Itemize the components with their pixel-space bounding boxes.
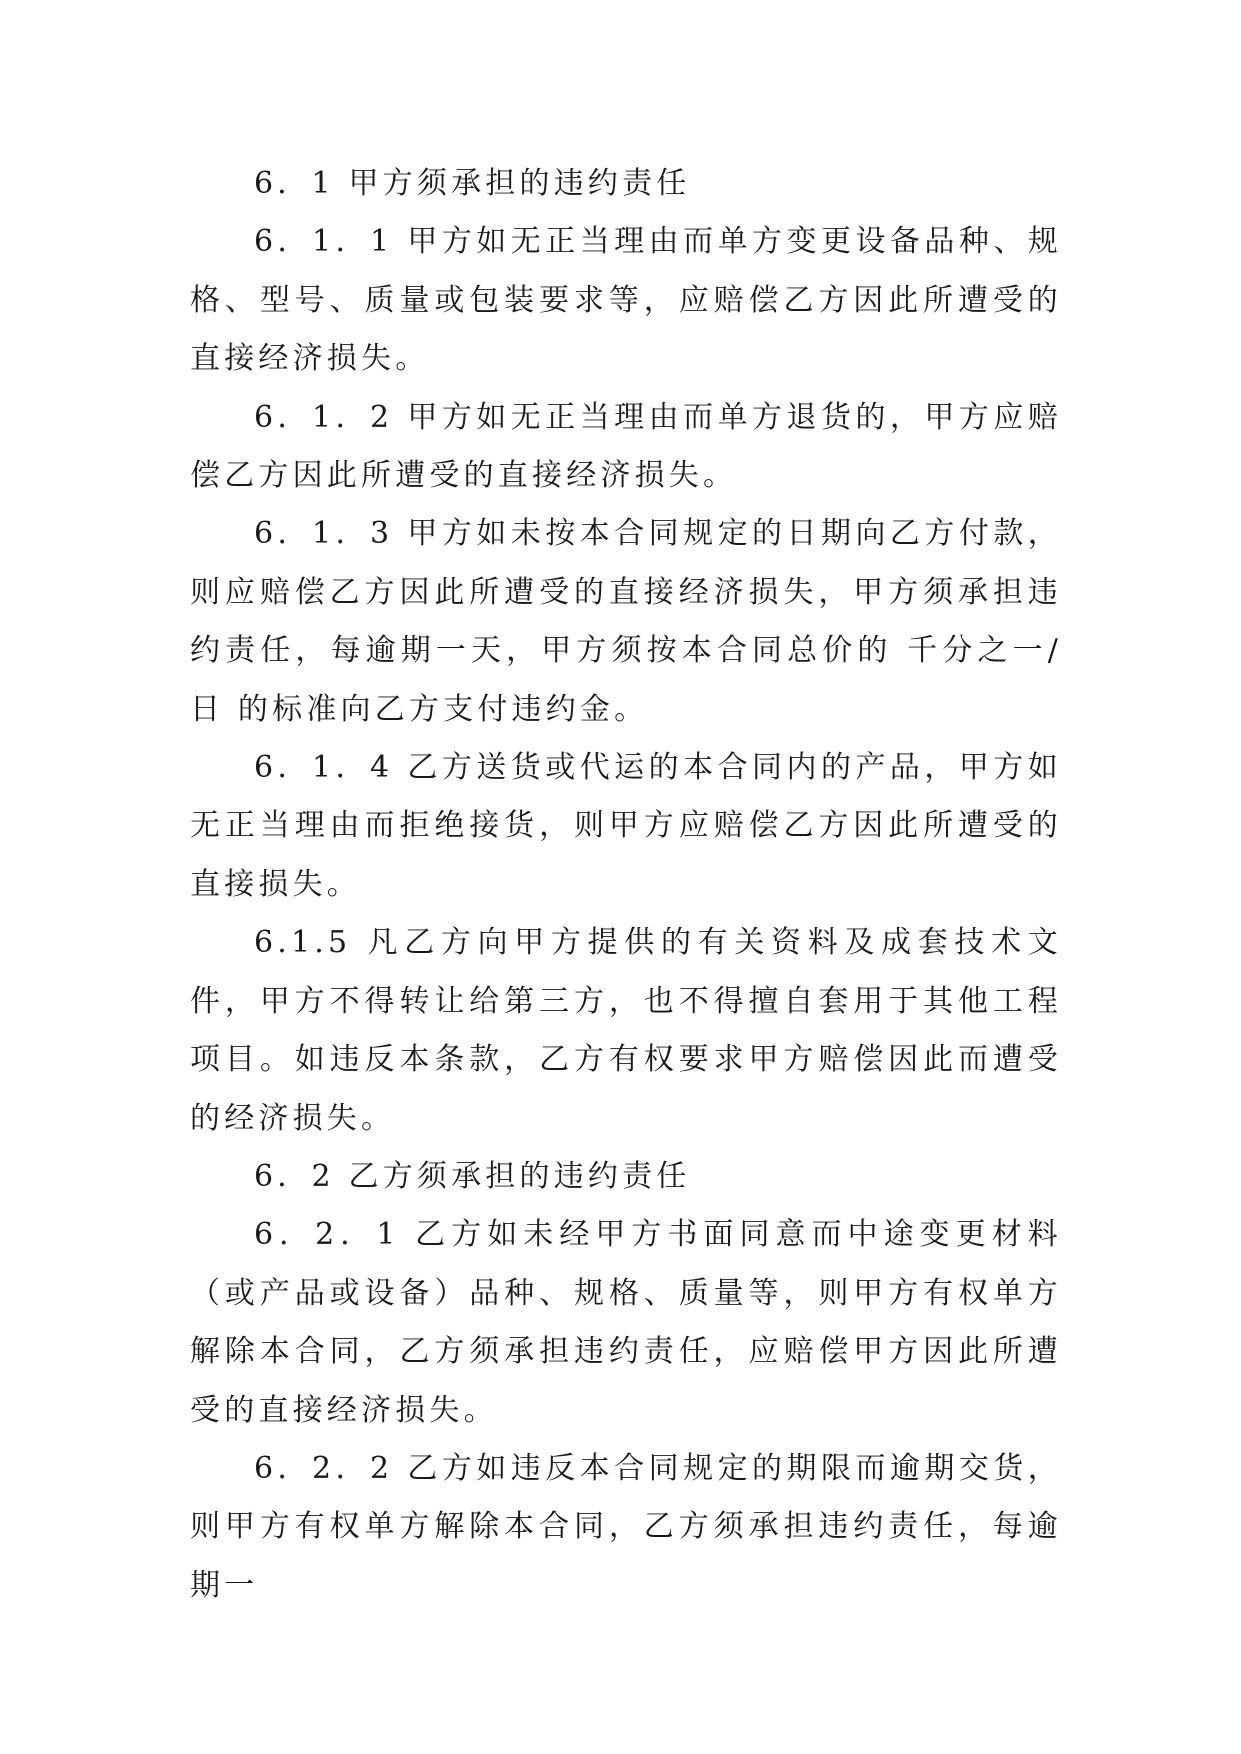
clause-6-1-1: 6．1．1 甲方如无正当理由而单方变更设备品种、规格、型号、质量或包装要求等，应赔偿乙方因此所遭受的直接经济损失。 xyxy=(190,224,1062,377)
clause-6-2-2: 6．2．2 乙方如违反本合同规定的期限而逾期交货，则甲方有权单方解除本合同，乙方须承担违约责任，每逾期一 xyxy=(190,1450,1062,1603)
clause-6-1-4: 6．1．4 乙方送货或代运的本合同内的产品，甲方如无正当理由而拒绝接货，则甲方应赔偿乙方因此所遭受的直接损失。 xyxy=(190,750,1062,902)
clause-6-1-2: 6．1．2 甲方如无正当理由而单方退货的，甲方应赔偿乙方因此所遭受的直接经济损失。 xyxy=(190,399,1062,494)
clause-6-1-5: 6.1.5 凡乙方向甲方提供的有关资料及成套技术文件，甲方不得转让给第三方，也不得擅自套用于其他工程项目。如违反本条款，乙方有权要求甲方赔偿因此而遭受的经济损失。 xyxy=(190,925,1062,1136)
clause-6-1-3: 6．1．3 甲方如未按本合同规定的日期向乙方付款，则应赔偿乙方因此所遭受的直接经济损失，甲方须承担违约责任，每逾期一天，甲方须按本合同总价的 千分之一/日 的标准向乙方支付违约金。 xyxy=(190,516,1062,727)
section-heading-6-2: 6．2 乙方须承担的违约责任 xyxy=(254,1158,691,1194)
document-body xyxy=(190,155,1062,1615)
section-heading-6-1: 6．1 甲方须承担的违约责任 xyxy=(254,166,691,201)
clause-6-2-1: 6．2．1 乙方如未经甲方书面同意而中途变更材料（或产品或设备）品种、规格、质量等，则甲方有权单方解除本合同，乙方须承担违约责任，应赔偿甲方因此所遭受的直接经济损失。 xyxy=(190,1217,1062,1428)
